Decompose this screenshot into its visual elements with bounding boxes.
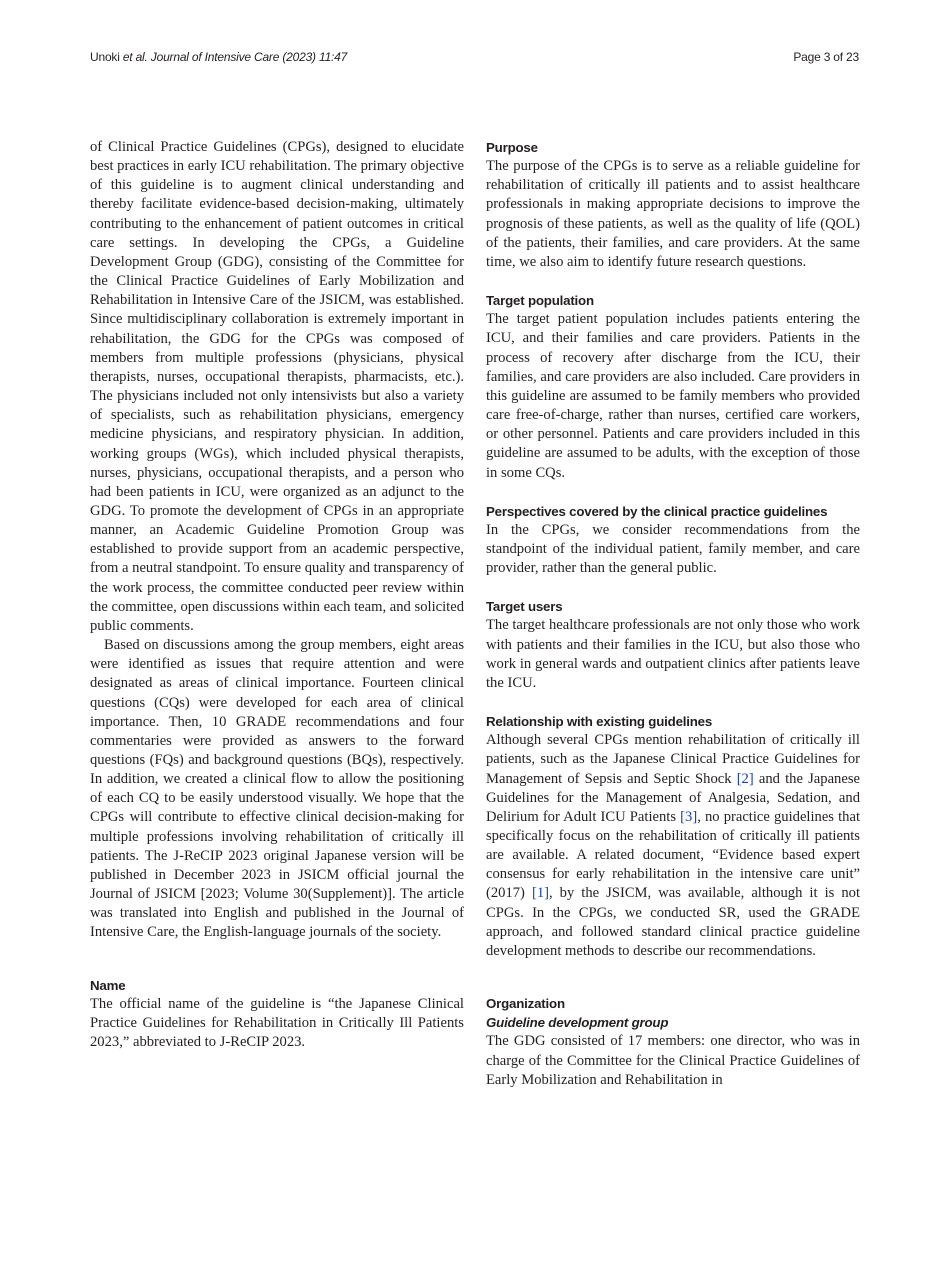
paragraph-target-population: The target patient population includes patients entering the ICU, and their families and care providers. Patients in the process of recovery after discharge from the ICU, their families, and care providers are also included. Care providers in this guideline are assumed to be family members who provided care free-of-charge, rather than nurses, certified care workers, or other personnel. Patients and care providers included in this guideline are assumed to be adults, with the exception of those in some CQs.: [486, 311, 860, 481]
subheading-guideline-development-group: Guideline development group: [486, 1015, 669, 1031]
relationship-text-1: Although several CPGs mention rehabilitation of critically ill patients, such as the Japanese Clinical Practice Guidelines for Management of Sepsis and Septic Shock: [486, 732, 860, 787]
paragraph-relationship: [486, 731, 860, 961]
heading-relationship: Relationship with existing guidelines: [486, 714, 713, 730]
heading-target-population: Target population: [486, 293, 594, 309]
citation-line: [90, 50, 347, 64]
relationship-text-3: , no practice guidelines that specifically focus on the rehabilitation of critically ill patients are available. A related document, “Evidence based expert consensus for early rehabilitation in the intensive care unit” (2017): [486, 808, 860, 902]
relationship-text-4: , by the JSICM, was available, although it is not CPGs. In the CPGs, we conducted SR, used the GRADE approach, and followed standard clinical practice guideline development methods to describe our recommendations.: [486, 885, 860, 959]
relationship-text-2: and the Japanese Guidelines for the Management of Analgesia, Sedation, and Delirium for Adult ICU Patients: [486, 770, 860, 825]
paragraph-perspectives: In the CPGs, we consider recommendations from the standpoint of the individual patient, family member, and care provider, rather than the general public.: [486, 521, 860, 577]
paragraph-target-users: The target healthcare professionals are not only those who work with patients and their families in the ICU, but also those who work in general wards and outpatient clinics after patients leave the ICU.: [486, 617, 860, 691]
journal-title: Journal of Intensive Care: [150, 50, 280, 64]
reference-link-3[interactable]: [3]: [680, 808, 698, 825]
page-number: Page 3 of 23: [793, 50, 859, 64]
authors: Unoki: [90, 50, 120, 64]
et-al: et al.: [122, 50, 148, 64]
heading-organization: Organization: [486, 996, 565, 1012]
reference-link-2[interactable]: [2]: [736, 770, 754, 787]
running-head: [90, 50, 859, 64]
right-column: [486, 138, 860, 1090]
heading-perspectives: Perspectives covered by the clinical practice guidelines: [486, 503, 828, 519]
paragraph-purpose: The purpose of the CPGs is to serve as a reliable guideline for rehabilitation of critically ill patients and to assist healthcare professionals in making appropriate decisions to improve the prognosis of these patients, as well as the quality of life (QOL) of the patients, their families, and care providers. At the same time, we also aim to identify future research questions.: [486, 158, 860, 270]
citation-volume: (2023) 11:47: [282, 50, 348, 64]
paragraph-name: The official name of the guideline is “the Japanese Clinical Practice Guidelines for Rehabilitation in Critically Ill Patients 2023,” abbreviated to J-ReCIP 2023.: [90, 995, 464, 1051]
paragraph-gdg: The GDG consisted of 17 members: one director, who was in charge of the Committee for the Clinical Practice Guidelines of Early Mobilization and Rehabilitation in: [486, 1033, 860, 1088]
paragraph-cpg-intro: of Clinical Practice Guidelines (CPGs), designed to elucidate best practices in early ICU rehabilitation. The primary objective of this guideline is to augment clinical understanding and thereby facilitate evidence-based decision-making, ultimately contributing to the enhancement of patient outcomes in critical care settings. In developing the CPGs, a Guideline Development Group (GDG), consisting of the Committee for the Clinical Practice Guidelines of Early Mobilization and Rehabilitation in Intensive Care of the JSICM, was established. Since multidisciplinary collaboration is extremely important in rehabilitation, the GDG for the CPGs was composed of members from multiple professions (physicians, physical therapists, nurses, occupational therapists, pharmacists, etc.). The physicians included not only intensivists but also a variety of specialists, such as rehabilitation physicians, emergency medicine physicians, and respiratory physician. In addition, working groups (WGs), which included physical therapists, nurses, physicians, occupational therapists, and a person who had been patients in ICU, were organized as an adjunct to the GDG. To promote the development of CPGs in an appropriate manner, an Academic Guideline Promotion Group was established to provide support from an academic perspective, from a neutral standpoint. To ensure quality and transparency of the work process, the committee conducted peer review within the committee, open discussions within each team, and solicited public comments.: [90, 139, 464, 634]
heading-target-users: Target users: [486, 599, 563, 615]
journal-name: [123, 50, 279, 64]
left-column: [90, 138, 464, 1052]
heading-name: Name: [90, 977, 126, 993]
paragraph-areas: Based on discussions among the group members, eight areas were identified as issues that require attention and were designated as areas of clinical importance. Fourteen clinical questions (CQs) were developed for each area of clinical importance. Then, 10 GRADE recommendations and four commentaries were provided as answers to the forward questions (FQs) and background questions (BQs), respectively. In addition, we created a clinical flow to allow the positioning of each CQ to be easily understood visually. We hope that the CPGs will contribute to effective clinical decision-making for multiple professions involving rehabilitation of critically ill patients. The J-ReCIP 2023 original Japanese version will be published in December 2023 in JSICM official journal the Journal of JSICM [2023; Volume 30(Supplement)]. The article was translated into English and published in the Journal of Intensive Care, the English-language journals of the society.: [90, 637, 464, 941]
reference-link-1[interactable]: [1]: [531, 885, 549, 902]
heading-purpose: Purpose: [486, 140, 538, 155]
